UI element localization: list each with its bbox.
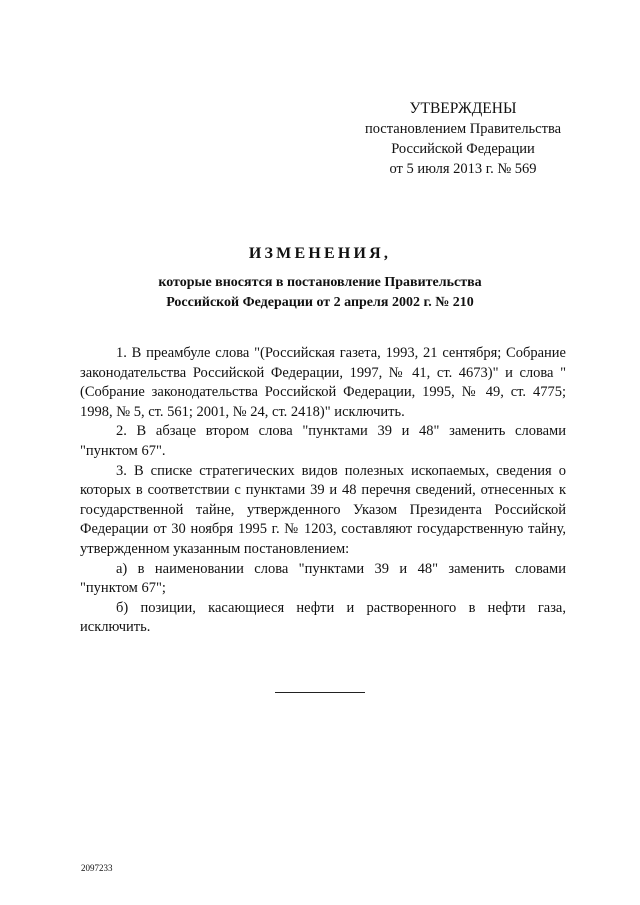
heading-subtitle-line-1: которые вносятся в постановление Правительства: [158, 275, 482, 290]
paragraph-3b: б) позиции, касающиеся нефти и растворенного в нефти газа, исключить.: [80, 599, 566, 636]
approval-line-2: Российской Федерации: [391, 141, 535, 157]
approval-line-3: от 5 июля 2013 г. № 569: [389, 161, 537, 177]
document-heading: [80, 243, 560, 313]
paragraph-2: 2. В абзаце втором слова "пунктами 39 и 48" заменить словами "пунктом 67".: [80, 423, 566, 459]
heading-subtitle: [80, 273, 560, 313]
heading-title: ИЗМЕНЕНИЯ,: [248, 245, 392, 262]
document-number: 2097233: [81, 863, 113, 873]
paragraph-3a: а) в наименовании слова "пунктами 39 и 48" заменить словами "пунктом 67";: [80, 560, 566, 597]
end-divider: [275, 692, 365, 693]
approval-line-1: постановлением Правительства: [364, 121, 562, 137]
approval-block: [338, 99, 588, 179]
paragraph-1: 1. В преамбуле слова "(Российская газета, 1993, 21 сентября; Собрание законодательства Российской Федерации, 1997, № 41, ст. 4673)" и слова "(Собрание законодательства Российской Федерации, 1995, № 49, ст. 4775; 1998, № 5, ст. 561; 2001, № 24, ст. 2418)" исключить.: [80, 345, 566, 420]
paragraph-3: 3. В списке стратегических видов полезных ископаемых, сведения о которых в соответствии с пунктами 39 и 48 перечня сведений, отнесенных к государственной тайне, утвержденного Указом Президента Российской Федерации от 30 ноября 1995 г. № 1203, составляют государственную тайну, утвержденном указанным постановлением:: [80, 462, 566, 557]
heading-subtitle-line-2: Российской Федерации от 2 апреля 2002 г. № 210: [166, 295, 474, 310]
document-body: [80, 344, 566, 638]
approval-title: УТВЕРЖДЕНЫ: [409, 100, 517, 117]
